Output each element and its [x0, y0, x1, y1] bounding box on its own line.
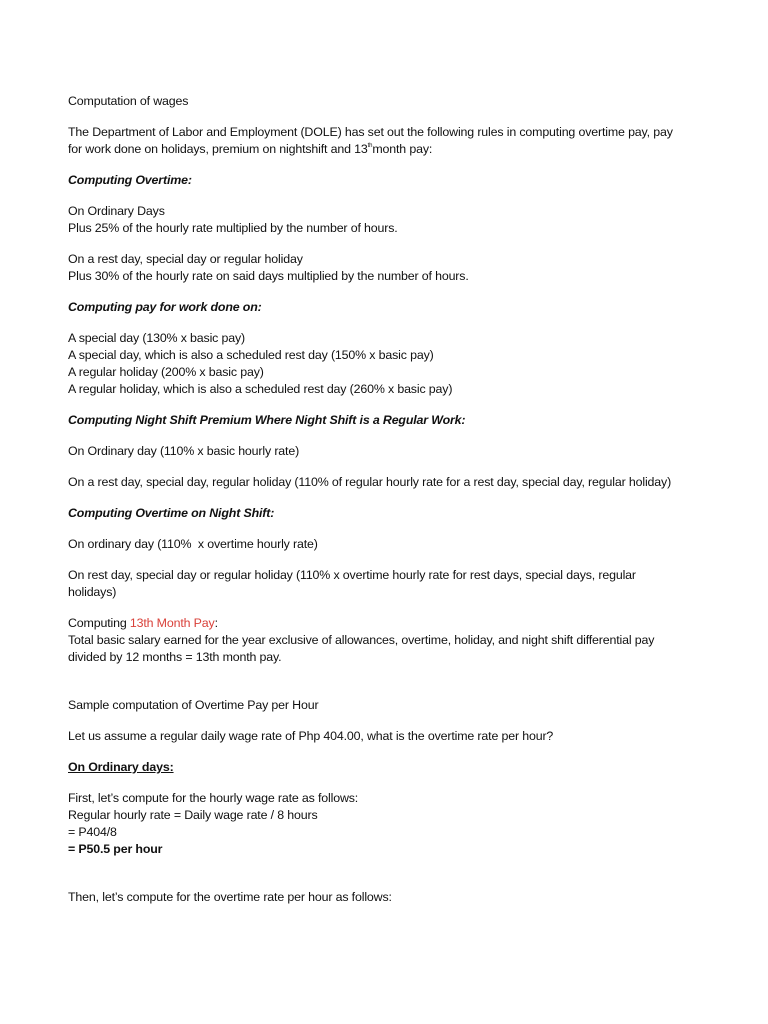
sample-subheading: On Ordinary days:	[68, 760, 174, 774]
list-item: A special day, which is also a scheduled rest day (150% x basic pay)	[68, 348, 434, 362]
sample-calculation: First, let’s compute for the hourly wage rate as follows: Regular hourly rate = Daily wage rate / 8 hours = P404/8 = P50.5 per hour	[68, 791, 359, 856]
intro-paragraph	[68, 124, 728, 158]
doc-title: Computation of wages	[68, 94, 189, 108]
night-overtime-heading: Computing Overtime on Night Shift:	[68, 506, 275, 520]
sample-title: Sample computation of Overtime Pay per Hour	[68, 698, 319, 712]
document-page	[68, 93, 728, 906]
night-premium-ordinary: On Ordinary day (110% x basic hourly rate)	[68, 444, 300, 458]
overtime-rest: On a rest day, special day or regular holiday Plus 30% of the hourly rate on said days multiplied by the number of hours.	[68, 252, 469, 283]
work-done-list	[68, 330, 728, 398]
overtime-heading: Computing Overtime:	[68, 173, 192, 187]
intro-line-2: for work done on holidays, premium on nightshift and 13thmonth pay:	[68, 142, 433, 156]
night-overtime-rest: On rest day, special day or regular holiday (110% x overtime hourly rate for rest days, special days, regular holidays)	[68, 568, 636, 599]
sample-question: Let us assume a regular daily wage rate of Php 404.00, what is the overtime rate per hour?	[68, 729, 554, 743]
list-item: A regular holiday, which is also a scheduled rest day (260% x basic pay)	[68, 382, 453, 396]
thirteenth-month-link[interactable]: 13th Month Pay	[129, 616, 215, 630]
list-item: A special day (130% x basic pay)	[68, 331, 246, 345]
night-overtime-ordinary: On ordinary day (110% x overtime hourly rate)	[68, 537, 318, 551]
night-premium-heading: Computing Night Shift Premium Where Night Shift is a Regular Work:	[68, 413, 466, 427]
overtime-ordinary: On Ordinary Days Plus 25% of the hourly rate multiplied by the number of hours.	[68, 204, 398, 235]
intro-line-1: The Department of Labor and Employment (DOLE) has set out the following rules in computing overtime pay, pay	[68, 125, 673, 139]
thirteenth-month-paragraph: Computing 13th Month Pay: Total basic salary earned for the year exclusive of allowances, overtime, holiday, and night shift differential pay divided by 12 months = 13th month pay.	[68, 616, 655, 664]
work-done-heading: Computing pay for work done on:	[68, 300, 262, 314]
night-premium-rest: On a rest day, special day, regular holiday (110% of regular hourly rate for a rest day, special day, regular holiday)	[68, 475, 672, 489]
list-item: A regular holiday (200% x basic pay)	[68, 365, 264, 379]
sample-step2: Then, let’s compute for the overtime rate per hour as follows:	[68, 890, 392, 904]
